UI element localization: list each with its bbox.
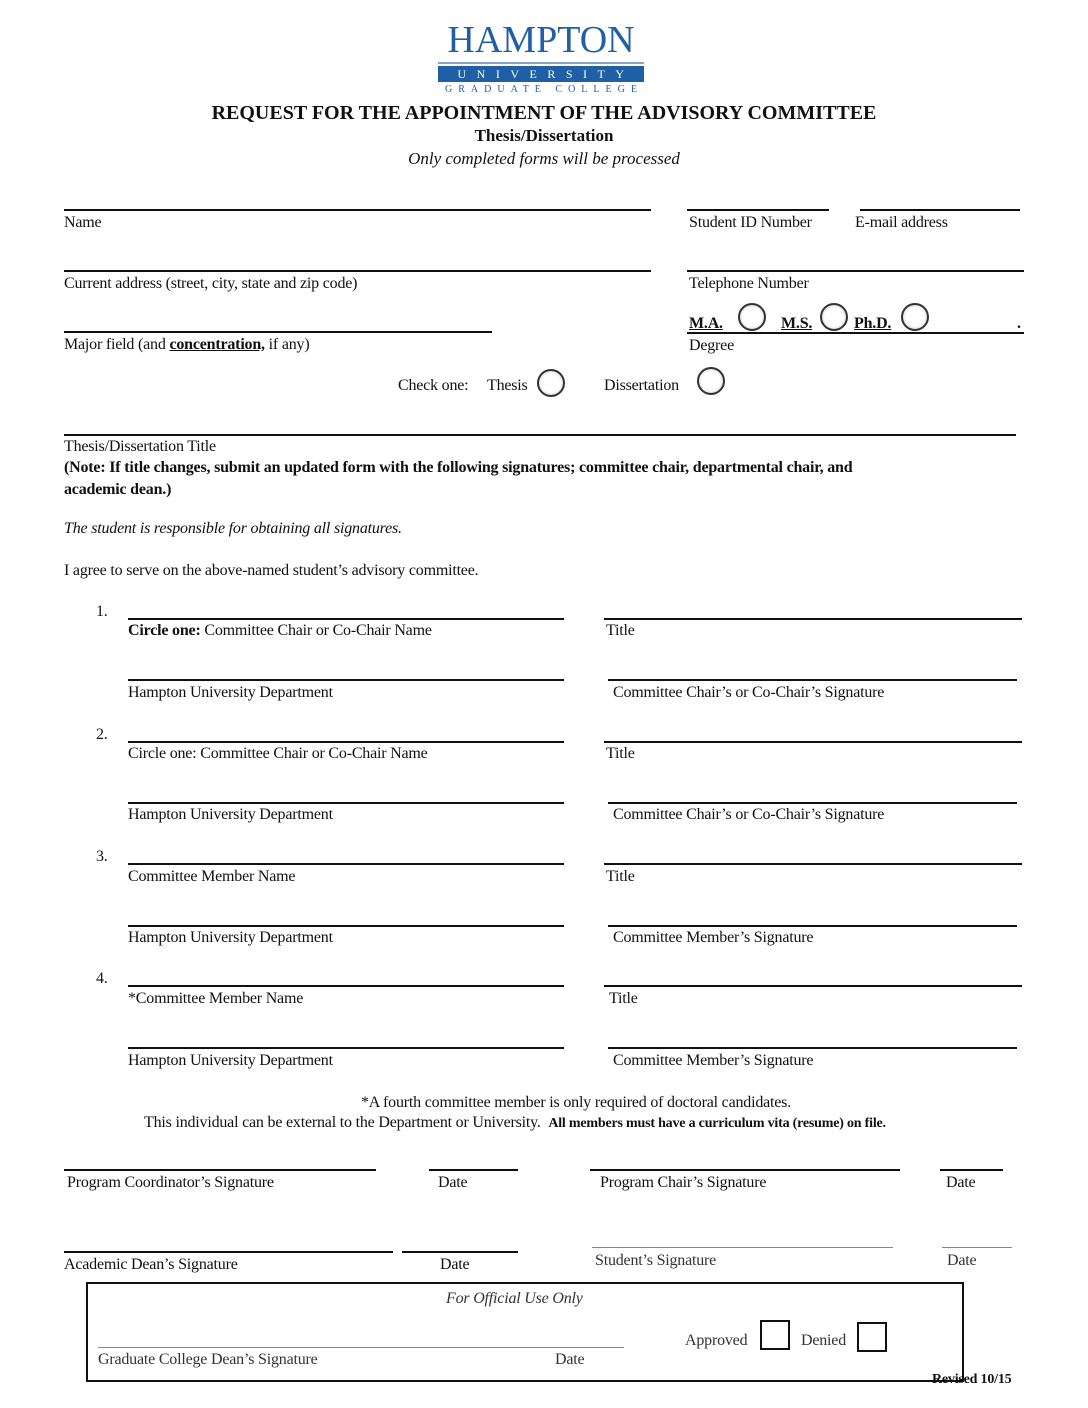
committee-3-signature-label: Committee Member’s Signature [613, 929, 814, 946]
external-member-text: This individual can be external to the Department or University. [144, 1114, 541, 1131]
logo-hampton: HAMPTON [447, 19, 635, 61]
committee-4-title-field[interactable] [604, 985, 1022, 987]
committee-4-number: 4. [96, 970, 108, 987]
committee-2-number: 2. [96, 726, 108, 743]
degree-trailing-period: . [1017, 315, 1021, 332]
program-chair-date-field[interactable] [940, 1169, 1003, 1171]
email-field[interactable] [860, 209, 1020, 211]
program-chair-signature-field[interactable] [590, 1169, 900, 1171]
check-one-label: Check one: [398, 377, 469, 394]
committee-2-signature-label: Committee Chair’s or Co-Chair’s Signature [613, 806, 885, 823]
committee-4-signature-field[interactable] [608, 1047, 1017, 1049]
program-coordinator-signature-label: Program Coordinator’s Signature [67, 1174, 274, 1191]
thesis-label: Thesis [487, 377, 528, 394]
graduate-dean-signature-field[interactable] [98, 1347, 624, 1348]
address-field[interactable] [64, 270, 651, 272]
committee-4-signature-label: Committee Member’s Signature [613, 1052, 814, 1069]
committee-3-department-field[interactable] [128, 925, 564, 927]
committee-2-name-label: Circle one: Committee Chair or Co-Chair Name [128, 745, 428, 762]
document-subtitle: Thesis/Dissertation [474, 126, 614, 145]
academic-dean-signature-label: Academic Dean’s Signature [64, 1256, 238, 1273]
agreement-statement: I agree to serve on the above-named student’s advisory committee. [64, 562, 479, 579]
document-notice: Only completed forms will be processed [408, 149, 680, 168]
committee-2-title-label: Title [606, 745, 635, 762]
student-id-field[interactable] [687, 209, 829, 211]
title-change-note-line1: (Note: If title changes, submit an updated form with the following signatures; committee chair, departmental chair, and [64, 459, 853, 476]
committee-1-department-label: Hampton University Department [128, 684, 333, 701]
committee-3-number: 3. [96, 848, 108, 865]
program-coordinator-signature-field[interactable] [64, 1169, 376, 1171]
committee-3-name-field[interactable] [128, 863, 564, 865]
major-label-suffix: if any) [264, 336, 310, 353]
committee-4-title-label: Title [609, 990, 638, 1007]
academic-dean-signature-field[interactable] [64, 1251, 393, 1253]
program-chair-date-label: Date [946, 1174, 976, 1191]
student-signature-label: Student’s Signature [595, 1252, 717, 1269]
telephone-label: Telephone Number [689, 275, 809, 292]
logo-university-bar: UNIVERSITY [438, 66, 644, 82]
dissertation-label: Dissertation [604, 377, 679, 394]
student-signature-field[interactable] [592, 1247, 893, 1248]
committee-1-name-text: Committee Chair or Co-Chair Name [200, 622, 432, 639]
degree-option-ma-label: M.A. [689, 315, 723, 332]
circle-one-label: Circle one: [128, 622, 201, 639]
thesis-title-field[interactable] [64, 434, 1016, 436]
committee-3-signature-field[interactable] [608, 925, 1017, 927]
major-label [64, 336, 309, 354]
approved-checkbox[interactable] [760, 1320, 790, 1350]
committee-4-department-field[interactable] [128, 1047, 564, 1049]
committee-3-title-label: Title [606, 868, 635, 885]
denied-label: Denied [801, 1332, 847, 1349]
official-use-heading: For Official Use Only [446, 1290, 583, 1307]
name-label: Name [64, 214, 102, 231]
major-label-concentration: concentration, [169, 336, 265, 353]
responsibility-note: The student is responsible for obtaining all signatures. [64, 520, 402, 537]
committee-3-department-label: Hampton University Department [128, 929, 333, 946]
student-date-field[interactable] [942, 1247, 1012, 1248]
degree-phd-radio[interactable] [901, 303, 929, 331]
committee-1-name-label [128, 622, 432, 640]
academic-dean-date-label: Date [440, 1256, 470, 1273]
thesis-radio[interactable] [537, 369, 565, 397]
graduate-dean-date-label: Date [555, 1351, 585, 1368]
committee-1-title-label: Title [606, 622, 635, 639]
denied-checkbox[interactable] [857, 1322, 887, 1352]
academic-dean-date-field[interactable] [402, 1251, 518, 1253]
committee-1-signature-field[interactable] [608, 679, 1017, 681]
thesis-title-label: Thesis/Dissertation Title [64, 438, 216, 455]
committee-2-title-field[interactable] [604, 741, 1022, 743]
committee-1-signature-label: Committee Chair’s or Co-Chair’s Signature [613, 684, 885, 701]
major-field[interactable] [64, 331, 492, 333]
graduate-dean-signature-label: Graduate College Dean’s Signature [98, 1351, 318, 1368]
committee-4-name-label: *Committee Member Name [128, 990, 304, 1007]
committee-3-title-field[interactable] [604, 863, 1022, 865]
logo-graduate-college: GRADUATE COLLEGE [445, 84, 643, 95]
committee-2-department-field[interactable] [128, 802, 564, 804]
committee-1-department-field[interactable] [128, 679, 564, 681]
email-label: E-mail address [855, 214, 948, 231]
student-date-label: Date [947, 1252, 977, 1269]
program-chair-signature-label: Program Chair’s Signature [600, 1174, 767, 1191]
document-title: REQUEST FOR THE APPOINTMENT OF THE ADVISORY COMMITTEE [211, 102, 877, 124]
external-member-note [144, 1114, 886, 1132]
revision-label: Revised 10/15 [932, 1372, 1012, 1387]
approved-label: Approved [685, 1332, 748, 1349]
committee-3-name-label: Committee Member Name [128, 868, 296, 885]
committee-1-name-field[interactable] [128, 618, 564, 620]
degree-label: Degree [689, 337, 734, 354]
degree-ms-radio[interactable] [820, 303, 848, 331]
committee-1-number: 1. [96, 603, 108, 620]
dissertation-radio[interactable] [697, 367, 725, 395]
major-label-prefix: Major field (and [64, 336, 170, 353]
committee-4-department-label: Hampton University Department [128, 1052, 333, 1069]
committee-2-department-label: Hampton University Department [128, 806, 333, 823]
degree-ma-radio[interactable] [738, 303, 766, 331]
name-field[interactable] [64, 209, 651, 211]
program-coordinator-date-label: Date [438, 1174, 468, 1191]
committee-1-title-field[interactable] [604, 618, 1022, 620]
degree-option-phd-label: Ph.D. [854, 315, 892, 332]
committee-2-signature-field[interactable] [608, 802, 1017, 804]
logo-rule [438, 62, 644, 64]
committee-2-name-field[interactable] [128, 741, 564, 743]
program-coordinator-date-field[interactable] [429, 1169, 518, 1171]
telephone-field[interactable] [687, 270, 1024, 272]
curriculum-vita-note: All members must have a curriculum vita (resume) on file. [548, 1116, 886, 1131]
address-label: Current address (street, city, state and zip code) [64, 275, 358, 292]
student-id-label: Student ID Number [689, 214, 812, 231]
degree-option-ms-label: M.S. [781, 315, 813, 332]
fourth-member-footnote: *A fourth committee member is only required of doctoral candidates. [360, 1094, 792, 1111]
committee-4-name-field[interactable] [128, 985, 564, 987]
title-change-note-line2: academic dean.) [64, 481, 172, 498]
